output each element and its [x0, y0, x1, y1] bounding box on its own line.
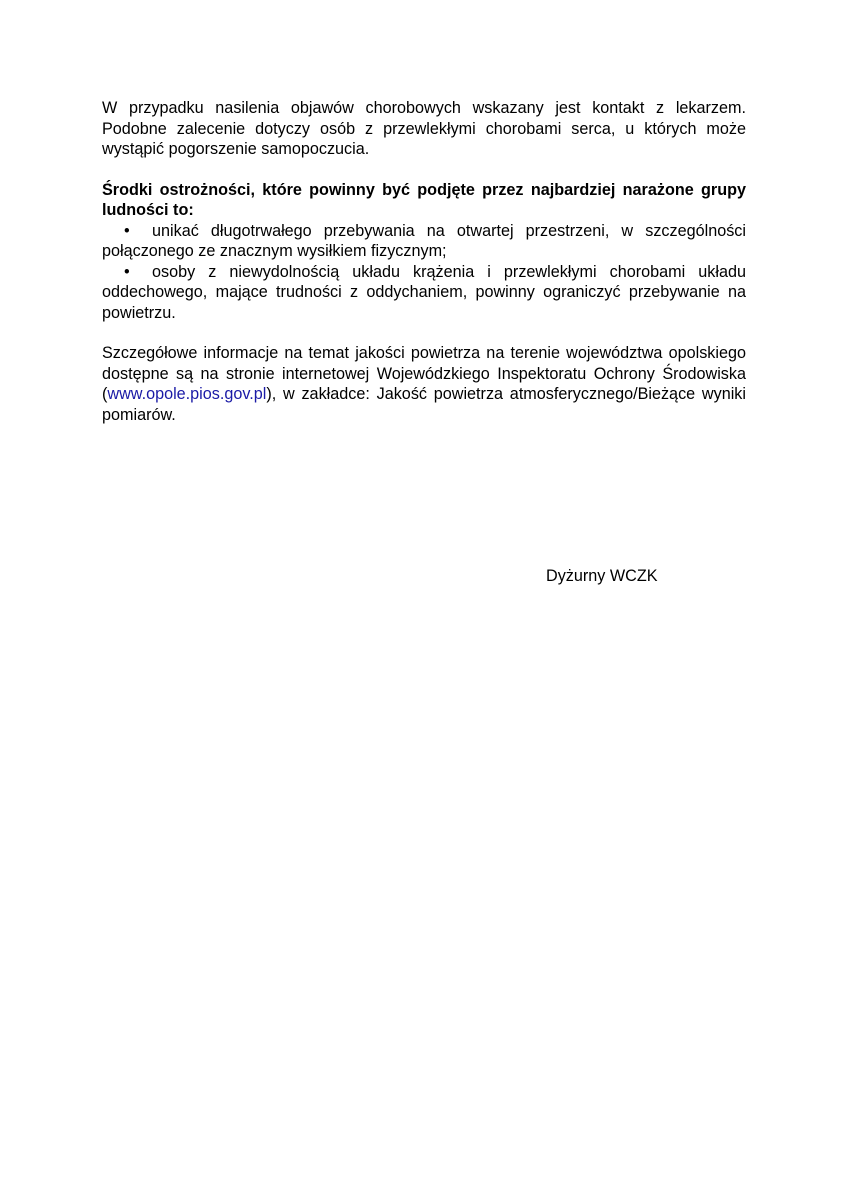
- list-item: [102, 262, 746, 324]
- bullet-icon: •: [124, 262, 130, 281]
- list-item-text: unikać długotrwałego przebywania na otwartej przestrzeni, w szczególności połączonego ze znacznym wysiłkiem fizycznym;: [102, 221, 746, 260]
- spacer: [102, 160, 746, 180]
- spacer: [102, 323, 746, 343]
- paragraph-information-text-end: ), w zakładce: Jakość powietrza atmosferycznego/Bieżące wyniki pomiarów.: [102, 385, 746, 424]
- pios-website-link[interactable]: www.opole.pios.gov.pl: [107, 385, 267, 403]
- precautions-heading: Środki ostrożności, które powinny być podjęte przez najbardziej narażone grupy ludności to:: [102, 180, 746, 219]
- paragraph-information-text: Szczegółowe informacje na temat jakości powietrza na terenie województwa opolskiego dostępne są na stronie internetowej Wojewódzkiego Inspektoratu Ochrony Środowiska (: [102, 344, 746, 403]
- bullet-icon: •: [124, 221, 130, 240]
- list-item: [102, 221, 746, 262]
- list-item-text: osoby z niewydolnością układu krążenia i przewlekłymi chorobami układu oddechowego, mające trudności z oddychaniem, powinny ograniczyć przebywanie na powietrzu.: [102, 262, 746, 322]
- paragraph-symptoms: W przypadku nasilenia objawów chorobowych wskazany jest kontakt z lekarzem. Podobne zalecenie dotyczy osób z przewlekłymi chorobami serca, u których może wystąpić pogorszenie samopoczucia.: [102, 99, 746, 158]
- paragraph-information: [102, 343, 746, 425]
- document-body: [102, 98, 746, 425]
- precautions-list: [102, 221, 746, 324]
- signature: Dyżurny WCZK: [546, 567, 658, 585]
